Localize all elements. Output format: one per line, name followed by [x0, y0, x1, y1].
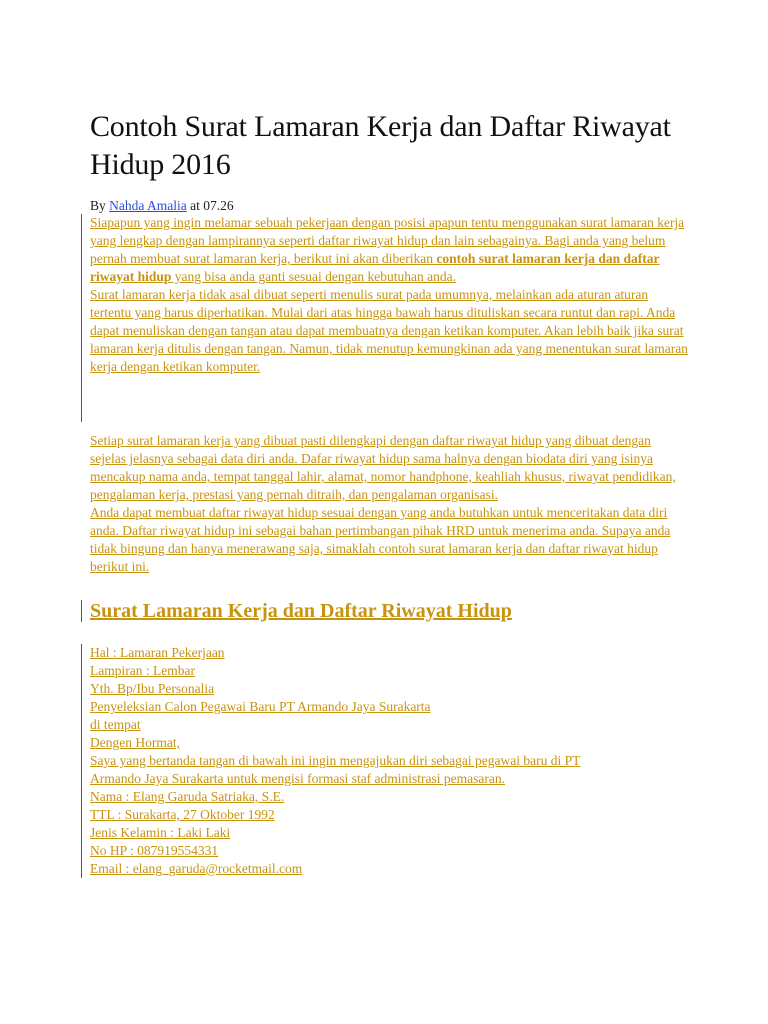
intro-section [90, 214, 690, 376]
paragraph-2: Surat lamaran kerja tidak asal dibuat seperti menulis surat pada umumnya, melainkan ada aturan aturan tertentu yang harus diperhatikan. Mulai dari atas hingga bawah harus dituliskan secara runtut dan rapi. Anda dapat menuliskan dengan tangan atau dapat membuatnya dengan ketikan komputer. Akan lebih baik jika surat lamaran kerja ditulis dengan tangan. Namun, tidak menutup kemungkinan ada yang menentukan surat lamaran kerja dengan ketikan komputer. [90, 287, 688, 374]
letter-line: TTL : Surakarta, 27 Oktober 1992 [90, 807, 275, 822]
letter-line: Jenis Kelamin : Laki Laki [90, 825, 231, 840]
letter-line: Email : elang_garuda@rocketmail.com [90, 861, 303, 876]
byline-time: at 07.26 [190, 198, 234, 213]
article-title: Contoh Surat Lamaran Kerja dan Daftar Riwayat Hidup 2016 [90, 110, 671, 181]
letter-lines [90, 644, 690, 878]
letter-line: Dengen Hormat, [90, 735, 180, 750]
letter-line: Lampiran : Lembar [90, 663, 195, 678]
left-border-bar [81, 644, 82, 878]
letter-line: Nama : Elang Garuda Satriaka, S.E. [90, 789, 285, 804]
body-section [90, 432, 690, 576]
byline [90, 198, 690, 214]
byline-by: By [90, 198, 106, 213]
left-border-bar [81, 390, 82, 422]
letter-line: No HP : 087919554331 [90, 843, 219, 858]
letter-line: di tempat [90, 717, 141, 732]
paragraph-4: Anda dapat membuat daftar riwayat hidup sesuai dengan yang anda butuhkan untuk menceritakan data diri anda. Daftar riwayat hidup ini sebagai bahan pertimbangan pihak HRD untuk menerima anda. Supaya anda tidak bingung dan hanya menerawang saja, simaklah contoh surat lamaran kerja dan daftar riwayat hidup berikut ini. [90, 505, 671, 574]
paragraph-3: Setiap surat lamaran kerja yang dibuat pasti dilengkapi dengan daftar riwayat hidup yang dibuat dengan sejelas jelasnya sebagai data diri anda. Dafar riwayat hidup sama halnya dengan biodata diri yang isinya mencakup nama anda, tempat tanggal lahir, alamat, nomor handphone, keahliah khusus, riwayat pendidikan, pengalaman kerja, prestasi yang pernah ditraih, dan pengalaman organisasi. [90, 433, 676, 502]
letter-line: Penyeleksian Calon Pegawai Baru PT Armando Jaya Surakarta [90, 699, 431, 714]
section-heading-text: Surat Lamaran Kerja dan Daftar Riwayat Hidup [90, 600, 512, 622]
letter-line: Yth. Bp/Ibu Personalia [90, 681, 215, 696]
section-heading [90, 598, 690, 624]
letter-line: Armando Jaya Surakarta untuk mengisi formasi staf administrasi pemasaran. [90, 771, 506, 786]
document-page [90, 108, 690, 878]
paragraph-1-bold: contoh surat lamaran kerja dan daftar riwayat hidup [90, 251, 660, 284]
letter-line: Saya yang bertanda tangan di bawah ini ingin mengajukan diri sebagai pegawai baru di PT [90, 753, 581, 768]
paragraph-1-text: Siapapun yang ingin melamar sebuah pekerjaan dengan posisi apapun tentu menggunakan surat lamaran kerja yang lengkap dengan lampirannya seperti daftar riwayat hidup dan lain sebagainya. Bagi anda yang belum pernah membuat surat lamaran kerja, berikut ini akan diberikan [90, 215, 685, 266]
paragraph-1 [90, 214, 690, 286]
paragraph-1-tail: yang bisa anda ganti sesuai dengan kebutuhan anda. [171, 269, 456, 284]
author-link[interactable]: Nahda Amalia [109, 198, 187, 213]
spacer [90, 376, 690, 432]
left-border-bar [81, 214, 82, 412]
letter-line: Hal : Lamaran Pekerjaan [90, 645, 225, 660]
left-border-bar [81, 600, 82, 622]
